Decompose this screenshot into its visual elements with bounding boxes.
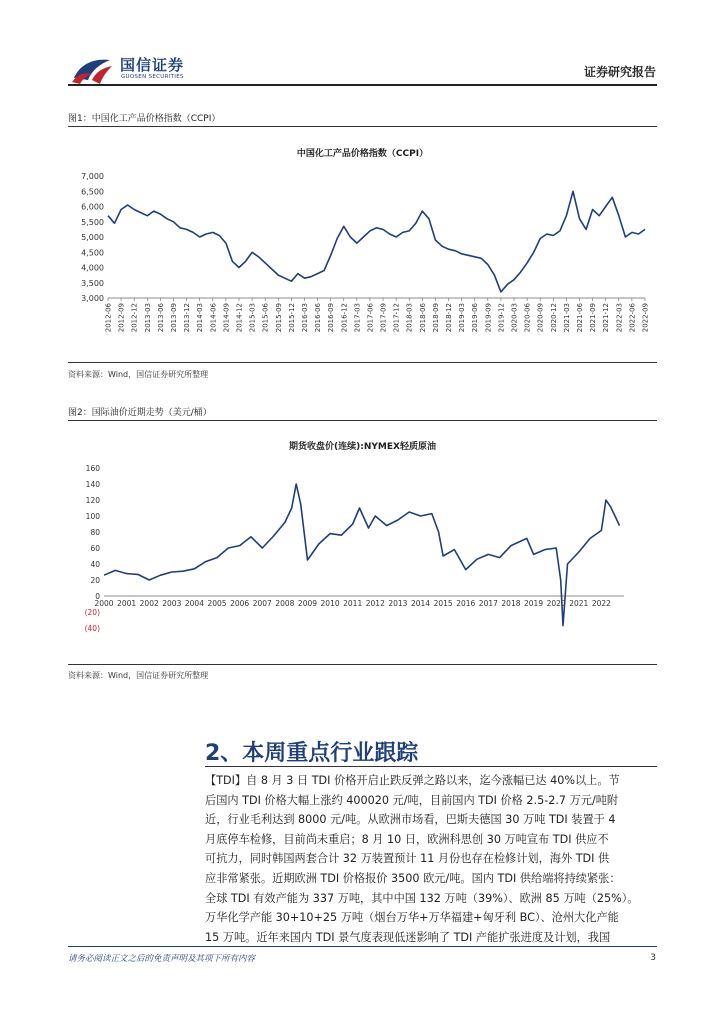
x-tick-label: 2007 [252, 599, 272, 608]
page-number: 3 [650, 953, 656, 963]
logo-name-en: GUOSEN SECURITIES [121, 74, 184, 80]
x-tick-label: 2018 [501, 599, 521, 608]
x-tick-label: 2012-09 [117, 303, 126, 333]
x-tick-label: 2019-06 [471, 303, 480, 333]
y-tick-label: 140 [85, 480, 100, 489]
x-tick-label: 2021-09 [589, 303, 598, 333]
body-line: 万华化学产能 30+10+25 万吨（烟台万华+万华福建+匈牙利 BC）、沧州大化产能 [205, 911, 619, 925]
oil-price-chart [68, 458, 658, 658]
x-tick-label: 2010 [320, 599, 340, 608]
x-tick-label: 2018-09 [431, 303, 440, 333]
x-tick-label: 2015-09 [274, 303, 283, 333]
x-tick-label: 2017-09 [379, 303, 388, 333]
x-tick-label: 2020-09 [536, 303, 545, 333]
x-tick-label: 2009 [297, 599, 318, 608]
figure2-top-rule [68, 420, 657, 421]
x-tick-label: 2011 [343, 599, 363, 608]
y-tick-label: 60 [90, 544, 100, 553]
x-tick-label: 2014-09 [222, 303, 231, 333]
x-tick-label: 2017 [478, 599, 498, 608]
x-tick-label: 2013-09 [169, 303, 178, 333]
y-tick-label: 7,000 [81, 172, 104, 181]
body-line: 可抗力，同时韩国两套合计 32 万装置预计 11 月份也存在检修计划，海外 TDI 供 [205, 852, 610, 866]
x-tick-label: 2004 [184, 599, 204, 608]
figure2-chart-title: 期货收盘价(连续):NYMEX轻质原油 [289, 442, 436, 452]
x-tick-label: 2015-12 [287, 303, 296, 333]
y-tick-label: 4,500 [81, 248, 104, 258]
x-tick-label: 2001 [117, 599, 137, 608]
figure2-source: 资料来源：Wind，国信证券研究所整理 [68, 671, 209, 680]
x-tick-label: 2012-12 [130, 303, 139, 333]
figure1-top-rule [68, 126, 657, 127]
ccpi-y-axis [81, 172, 104, 303]
body-line: 【TDI】自 8 月 3 日 TDI 价格开启止跌反弹之路以来，迄今涨幅已达 40%以上。节 [205, 774, 620, 787]
x-tick-label: 2014-03 [196, 303, 205, 333]
x-tick-label: 2003 [162, 599, 182, 608]
x-tick-label: 2016-09 [327, 303, 336, 333]
x-tick-label: 2013-03 [143, 303, 152, 333]
x-tick-label: 2022-06 [628, 303, 637, 333]
x-tick-label: 2020-12 [549, 303, 558, 333]
x-tick-label: 2005 [207, 599, 227, 608]
x-tick-label: 2020 [546, 599, 566, 608]
y-tick-label: 20 [90, 576, 100, 585]
x-tick-label: 2016-03 [300, 303, 309, 333]
x-tick-label: 2019 [524, 599, 544, 608]
x-tick-label: 2015-03 [248, 303, 257, 333]
report-type-label: 证券研究报告 [583, 65, 656, 79]
figure1-bottom-rule [68, 362, 657, 363]
x-tick-label: 2020-06 [523, 303, 532, 333]
body-line: 全球 TDI 有效产能为 337 万吨，其中中国 132 万吨（39%）、欧洲 85 万吨（25%）。 [205, 891, 639, 905]
x-tick-label: 2015-06 [261, 303, 270, 333]
body-line: 后国内 TDI 价格大幅上涨约 400020 元/吨，目前国内 TDI 价格 2.5-2.7 万元/吨附 [205, 793, 619, 807]
x-tick-label: 2022 [591, 599, 611, 608]
x-tick-label: 2012 [365, 599, 385, 608]
x-tick-label: 2019-12 [497, 303, 506, 333]
y-tick-label: 40 [90, 560, 100, 569]
header-divider [68, 84, 657, 86]
x-tick-label: 2017-12 [392, 303, 401, 333]
ccpi-chart [68, 162, 658, 362]
x-tick-label: 2014-12 [235, 303, 244, 333]
y-tick-label: 100 [85, 512, 100, 521]
x-tick-label: 2021-12 [602, 303, 611, 333]
y-tick-label: (40) [84, 624, 100, 633]
figure2-caption: 图2：国际油价近期走势（美元/桶） [68, 408, 212, 418]
y-tick-label: 5,000 [81, 233, 104, 242]
x-tick-label: 2022-03 [615, 303, 624, 333]
company-logo [70, 52, 200, 86]
x-tick-label: 2019-09 [484, 303, 493, 333]
figure1-chart-title: 中国化工产品价格指数（CCPI） [296, 149, 429, 159]
x-tick-label: 2018-12 [445, 303, 454, 333]
y-tick-label: 4,000 [81, 263, 104, 273]
body-line: 应非常紧张。近期欧洲 TDI 价格报价 3500 欧元/吨。国内 TDI 供给端将持续紧张： [205, 871, 621, 885]
x-tick-label: 2021-06 [576, 303, 585, 333]
x-tick-label: 2017-03 [353, 303, 362, 333]
body-line: 月底停车检修，目前尚未重启；8 月 10 日，欧洲科思创 30 万吨宣布 TDI 供应不 [205, 832, 609, 846]
ccpi-series-line [108, 191, 645, 292]
x-tick-label: 2002 [139, 599, 159, 608]
x-tick-label: 2021 [569, 599, 589, 608]
figure1-source: 资料来源：Wind，国信证券研究所整理 [68, 370, 209, 379]
ccpi-x-axis [105, 298, 650, 332]
x-tick-label: 2013-12 [183, 303, 192, 333]
y-tick-label: 3,500 [81, 278, 104, 288]
x-tick-label: 2008 [275, 599, 295, 608]
y-tick-label: 3,000 [81, 294, 104, 303]
x-tick-label: 2016-12 [340, 303, 349, 333]
y-tick-label: 120 [85, 496, 100, 505]
x-tick-label: 2014 [410, 599, 431, 608]
y-tick-label: 5,500 [81, 217, 104, 227]
x-tick-label: 2016-06 [314, 303, 323, 333]
body-line: 15 万吨。近年来国内 TDI 景气度表现低迷影响了 TDI 产能扩张进度及计划，我国 [205, 930, 611, 944]
logo-mark-icon [70, 54, 114, 84]
x-tick-label: 2018-06 [418, 303, 427, 333]
x-tick-label: 2012-06 [104, 303, 113, 333]
y-tick-label: 0 [95, 592, 100, 601]
oil-x-axis [94, 596, 624, 608]
figure1-caption: 图1：中国化工产品价格指数（CCPI） [68, 114, 221, 124]
y-tick-label: 6,000 [81, 202, 104, 212]
figure2-bottom-rule [68, 664, 657, 665]
y-tick-label: (20) [84, 608, 100, 617]
x-tick-label: 2015 [433, 599, 453, 608]
footer-disclaimer: 请务必阅读正文之后的免责声明及其项下所有内容 [68, 954, 256, 964]
x-tick-label: 2013 [388, 599, 408, 608]
x-tick-label: 2014-06 [209, 303, 218, 333]
x-tick-label: 2013-06 [156, 303, 165, 333]
section-body [205, 771, 657, 947]
y-tick-label: 6,500 [81, 187, 104, 197]
x-tick-label: 2022-09 [641, 303, 650, 333]
x-tick-label: 2019-03 [458, 303, 467, 333]
y-tick-label: 160 [85, 464, 100, 473]
x-tick-label: 2021-03 [562, 303, 571, 333]
logo-name-cn: 国信证券 [120, 56, 185, 74]
section-divider [205, 766, 657, 767]
x-tick-label: 2016 [456, 599, 476, 608]
x-tick-label: 2006 [230, 599, 250, 608]
x-tick-label: 2018-03 [405, 303, 414, 333]
x-tick-label: 2000 [94, 599, 114, 608]
x-tick-label: 2020-03 [510, 303, 519, 333]
y-tick-label: 80 [90, 528, 100, 537]
section-heading: 2、本周重点行业跟踪 [205, 741, 419, 766]
body-line: 近，行业毛利达到 8000 元/吨。从欧洲市场看，巴斯夫德国 30 万吨 TDI 装置于 4 [205, 813, 616, 827]
footer-divider [68, 946, 657, 947]
x-tick-label: 2017-06 [366, 303, 375, 333]
